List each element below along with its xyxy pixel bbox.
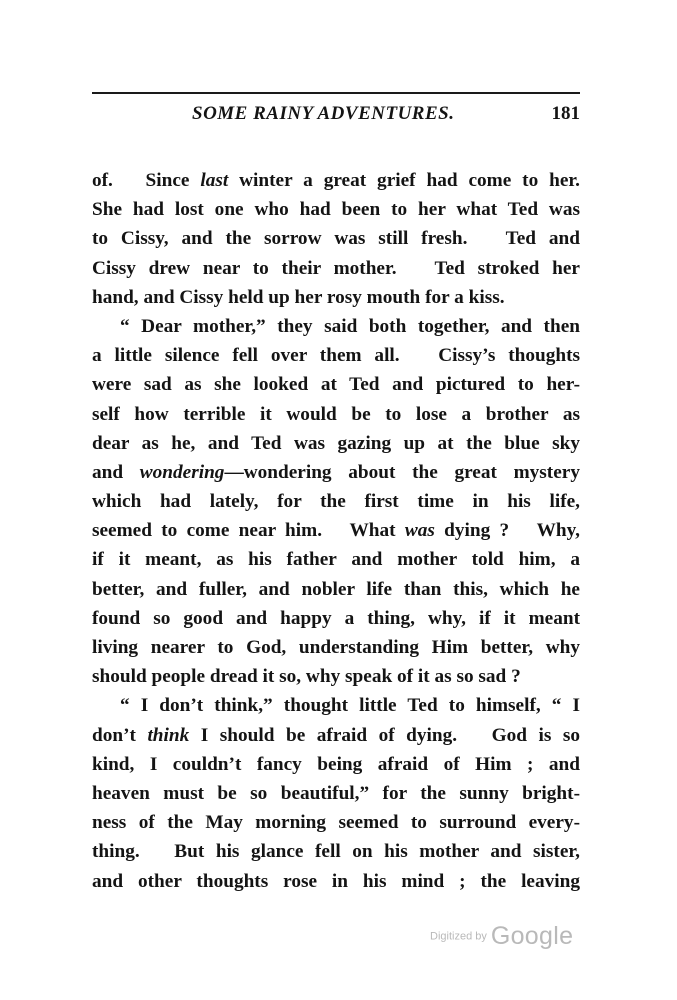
text-segment: heaven must be so beautiful,” for the sunny bright- — [92, 782, 580, 804]
text-segment: better, and fuller, and nobler life than this, which he — [92, 578, 580, 600]
text-line — [92, 341, 580, 370]
text-segment: of. Since — [92, 170, 201, 191]
text-segment: hand, and Cissy held up her rosy mouth for a kiss. — [92, 286, 505, 308]
header-rule — [92, 92, 580, 94]
page-number: 181 — [551, 103, 580, 124]
text-line — [92, 575, 580, 604]
text-line — [92, 458, 580, 487]
text-line — [92, 750, 580, 779]
text-segment: seemed to come near him. What — [92, 520, 405, 542]
text-line — [92, 604, 580, 633]
italic-word: wondering — [139, 461, 225, 483]
text-line — [92, 721, 580, 750]
text-segment: found so good and happy a thing, why, if it meant — [92, 607, 580, 629]
text-segment: ness of the May morning seemed to surround every- — [92, 812, 580, 834]
text-segment: Cissy drew near to their mother. Ted stroked her — [92, 257, 580, 279]
watermark-prefix: Digitized by — [430, 930, 487, 943]
text-line — [92, 516, 580, 545]
text-segment: and — [92, 461, 140, 483]
text-segment: I should be afraid of dying. God is so — [189, 724, 581, 746]
google-logo: Google — [490, 922, 574, 950]
text-line — [92, 487, 580, 516]
text-line — [92, 224, 580, 253]
text-segment: if it meant, as his father and mother told him, a — [92, 549, 580, 571]
text-line — [92, 312, 580, 341]
text-line — [92, 662, 580, 691]
text-segment: a little silence fell over them all. Cissy’s thoughts — [92, 345, 580, 367]
page-header — [92, 103, 580, 133]
text-segment: dear as he, and Ted was gazing up at the blue sky — [92, 432, 580, 454]
text-segment: dying ? Why, — [434, 520, 580, 542]
italic-word: think — [147, 724, 190, 746]
running-title: SOME RAINY ADVENTURES. — [192, 103, 455, 124]
text-segment: She had lost one who had been to her what Ted was — [92, 199, 580, 221]
text-line — [92, 283, 580, 312]
text-line — [92, 370, 580, 399]
text-segment: self how terrible it would be to lose a brother as — [92, 403, 580, 425]
text-line — [92, 429, 580, 458]
text-segment: should people dread it so, why speak of it as so sad ? — [92, 666, 521, 688]
text-segment: don’t — [92, 724, 148, 746]
text-line — [92, 867, 580, 896]
italic-word: last — [200, 170, 229, 191]
text-segment: “ Dear mother,” they said both together, and then — [120, 315, 580, 337]
text-line — [92, 195, 580, 224]
text-segment: and other thoughts rose in his mind ; the leaving — [92, 870, 580, 892]
text-line — [92, 779, 580, 808]
text-segment: “ I don’t think,” thought little Ted to himself, “ I — [120, 695, 580, 717]
text-line — [92, 691, 580, 720]
body-text — [92, 166, 580, 896]
text-segment: kind, I couldn’t fancy being afraid of Him ; and — [92, 753, 580, 775]
text-segment: which had lately, for the first time in his life, — [92, 491, 580, 513]
text-segment: were sad as she looked at Ted and pictured to her- — [92, 374, 580, 396]
text-line — [92, 808, 580, 837]
text-line — [92, 400, 580, 429]
text-line — [92, 633, 580, 662]
text-line — [92, 166, 580, 195]
italic-word: was — [404, 520, 435, 542]
text-segment: —wondering about the great mystery — [224, 461, 580, 483]
text-segment: thing. But his glance fell on his mother and sister, — [92, 841, 580, 863]
text-segment: to Cissy, and the sorrow was still fresh. Ted and — [92, 228, 580, 250]
text-line — [92, 837, 580, 866]
text-segment: winter a great grief had come to her. — [228, 170, 580, 191]
text-line — [92, 545, 580, 574]
text-line — [92, 254, 580, 283]
digitized-watermark — [430, 922, 573, 952]
text-segment: living nearer to God, understanding Him better, why — [92, 637, 580, 658]
